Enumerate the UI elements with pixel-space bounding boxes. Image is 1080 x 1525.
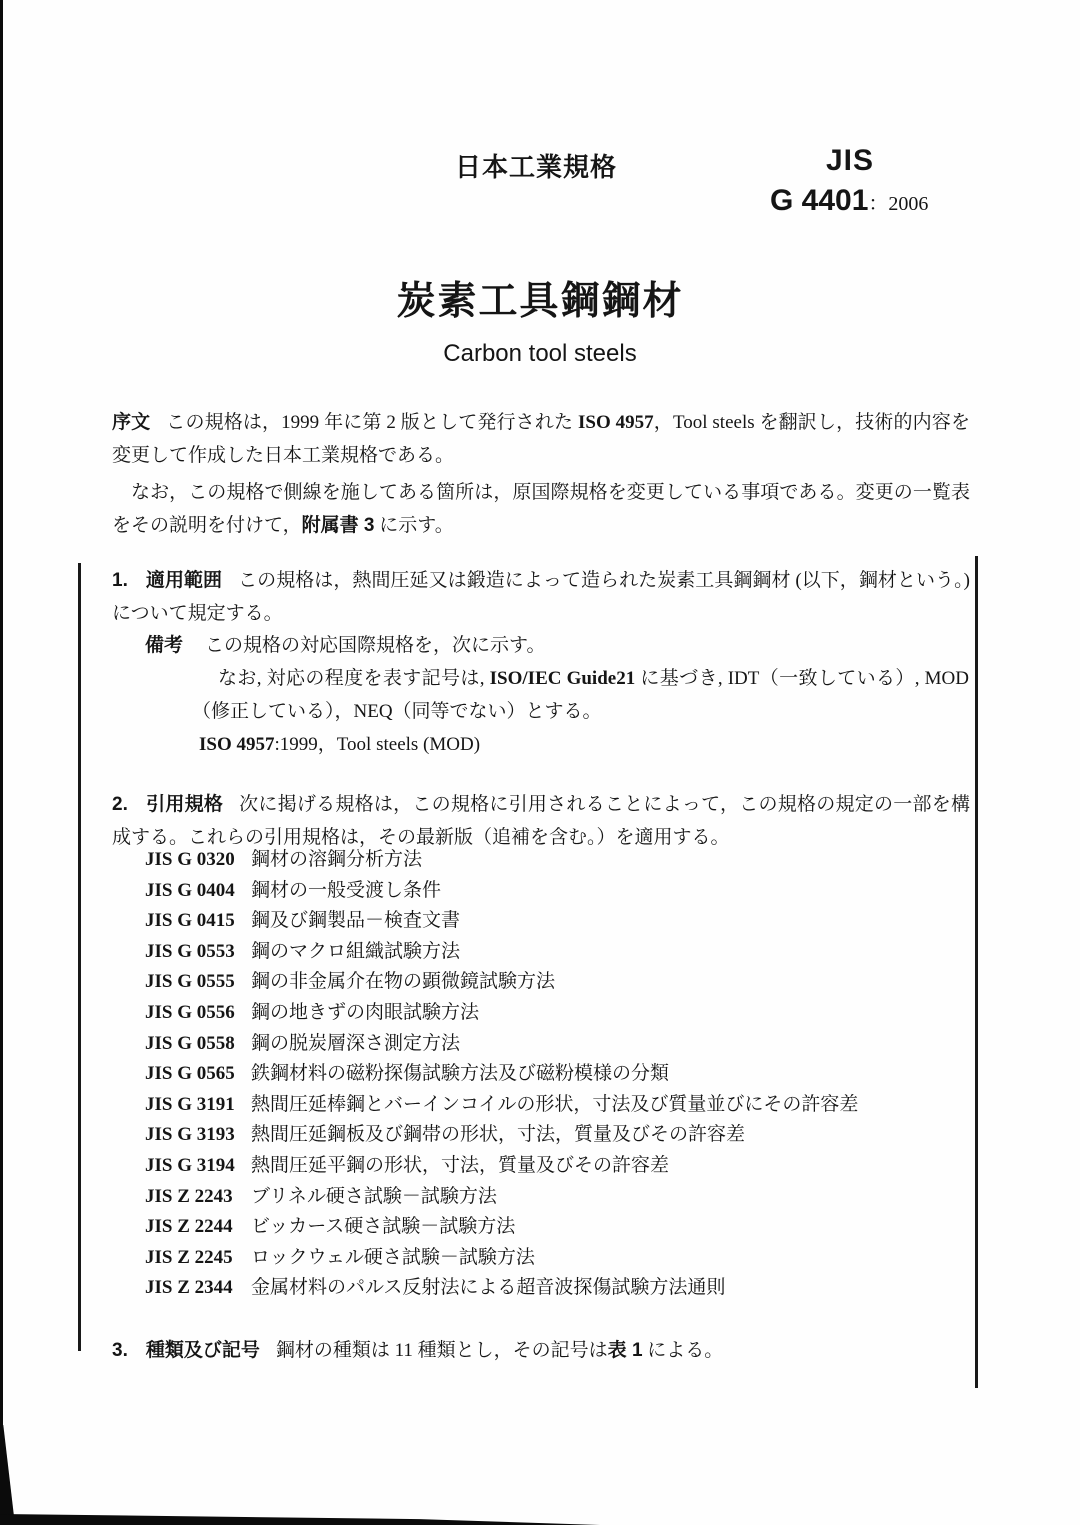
reference-item — [145, 1120, 969, 1151]
section-3-heading: 種類及び記号 — [145, 1340, 260, 1361]
reference-item — [145, 1212, 969, 1243]
preface-label: 序文 — [112, 412, 151, 433]
reference-title: 金属材料のパルス反射法による超音波探傷試験方法通則 — [251, 1277, 726, 1299]
reference-item — [145, 1090, 969, 1121]
standard-year: 2006 — [888, 193, 929, 215]
reference-code: JIS G 0556 — [145, 1001, 235, 1023]
jis-designation-block — [770, 144, 930, 218]
sideline-note-text-2: に示す。 — [374, 515, 454, 536]
remark-iso-reference — [199, 728, 969, 761]
reference-code: JIS G 0558 — [145, 1032, 235, 1054]
reference-title: ロックウェル硬さ試験－試験方法 — [251, 1246, 535, 1268]
sideline-note-paragraph — [112, 476, 970, 542]
remark-content — [192, 629, 969, 761]
reference-code: JIS G 3191 — [145, 1093, 235, 1115]
sideline-note-text-1: なお，この規格で側線を施してある箇所は，原国際規格を変更している事項である。変更の一覧表をその説明を付けて， — [112, 482, 970, 536]
remark-label: 備考 — [145, 635, 184, 656]
reference-title: 鋼の脱炭層深さ測定方法 — [251, 1032, 461, 1054]
reference-title: 熱間圧延棒鋼とバーインコイルの形状，寸法及び質量並びにその許容差 — [251, 1093, 859, 1115]
section-1-scope — [112, 564, 970, 630]
reference-code: JIS G 0320 — [145, 849, 235, 870]
reference-item — [145, 1273, 969, 1304]
reference-item — [145, 1182, 969, 1213]
reference-title: ビッカース硬さ試験－試験方法 — [251, 1216, 516, 1238]
reference-code: JIS Z 2344 — [145, 1277, 233, 1299]
reference-code: JIS G 0404 — [145, 879, 235, 901]
remark-line-1: この規格の対応国際規格を，次に示す。 — [205, 635, 546, 656]
reference-code: JIS G 0555 — [145, 971, 235, 993]
reference-item — [145, 845, 969, 876]
scan-edge-left — [0, 0, 3, 1525]
reference-code: JIS G 0415 — [145, 910, 235, 932]
reference-code: JIS G 0553 — [145, 940, 235, 962]
section-3-body-2: による。 — [642, 1340, 724, 1361]
reference-title: 熱間圧延平鋼の形状，寸法，質量及びその許容差 — [251, 1154, 670, 1176]
reference-item — [145, 998, 969, 1029]
remark-note-text-2: に基づき, IDT（一致している）, MOD（修正している），NEQ（同等でない）とする。 — [192, 668, 969, 722]
reference-code: JIS G 3194 — [145, 1154, 235, 1176]
reference-item — [145, 937, 969, 968]
reference-code: JIS G 3193 — [145, 1124, 235, 1146]
reference-code: JIS Z 2244 — [145, 1216, 233, 1238]
preface-paragraph — [112, 406, 970, 472]
section-2-body: 次に掲げる規格は，この規格に引用されることによって，この規格の規定の一部を構成する。これらの引用規格は，その最新版（追補を含む。）を適用する。 — [112, 794, 970, 848]
reference-title: ブリネル硬さ試験－試験方法 — [251, 1185, 497, 1207]
section-1-heading: 適用範囲 — [145, 570, 223, 591]
standards-body-name: 日本工業規格 — [455, 152, 618, 182]
standard-number-line — [770, 184, 930, 218]
jis-logo: JIS — [825, 144, 875, 177]
reference-item — [145, 876, 969, 907]
reference-title: 熱間圧延鋼板及び鋼帯の形状，寸法，質量及びその許容差 — [251, 1124, 746, 1146]
scan-edge-bottom — [0, 1512, 600, 1525]
preface-text-1: この規格は，1999 年に第 2 版として発行された — [166, 412, 579, 433]
standard-number: G 4401 — [770, 184, 869, 217]
reference-item — [145, 967, 969, 998]
reference-title: 鋼の非金属介在物の顕微鏡試験方法 — [251, 971, 556, 993]
reference-item — [145, 1151, 969, 1182]
section-3-body-1: 鋼材の種類は 11 種類とし，その記号は — [275, 1340, 608, 1361]
document-title-ja: 炭素工具鋼鋼材 — [396, 280, 684, 323]
reference-code: JIS Z 2243 — [145, 1185, 233, 1207]
preface-text-2: ，Tool steels を翻訳し，技術的内容を変更して作成した日本工業規格である。 — [112, 412, 970, 466]
section-3-number: 3. — [112, 1340, 128, 1361]
reference-title: 鉄鋼材料の磁粉探傷試験方法及び磁粉模様の分類 — [251, 1063, 670, 1085]
iso-4957-ref: ISO 4957 — [199, 734, 275, 755]
reference-item — [145, 1243, 969, 1274]
reference-item — [145, 906, 969, 937]
reference-list — [145, 845, 969, 1304]
scan-edge-left-bottom — [0, 1425, 15, 1525]
reference-title: 鋼の地きずの肉眼試験方法 — [251, 1001, 480, 1023]
remark-correspondence-note — [192, 662, 969, 728]
preface-section — [112, 406, 970, 542]
reference-title: 鋼材の溶鋼分析方法 — [251, 849, 423, 870]
iso-4957-ref-suffix: :1999，Tool steels (MOD) — [274, 734, 481, 755]
change-bar-right — [975, 556, 978, 1388]
reference-item — [145, 1059, 969, 1090]
section-1-number: 1. — [112, 570, 128, 591]
section-3-classes-and-symbols — [112, 1334, 970, 1367]
section-2-heading: 引用規格 — [145, 794, 224, 815]
section-1-body: この規格は，熱間圧延又は鍛造によって造られた炭素工具鋼鋼材 (以下，鋼材という。) について規定する。 — [112, 570, 970, 624]
reference-title: 鋼及び鋼製品－検査文書 — [251, 910, 461, 932]
reference-title: 鋼のマクロ組織試験方法 — [251, 940, 461, 962]
annex-3-reference: 附属書 3 — [301, 515, 375, 536]
reference-code: JIS Z 2245 — [145, 1246, 233, 1268]
table-1-reference: 表 1 — [607, 1340, 643, 1361]
standard-number-separator: ： — [868, 193, 889, 215]
remark-block — [145, 629, 969, 761]
reference-item — [145, 1029, 969, 1060]
preface-iso-ref: ISO 4957 — [578, 412, 654, 433]
remark-note-text-1: なお, 対応の程度を表す記号は, — [218, 668, 490, 689]
section-2-number: 2. — [112, 794, 128, 815]
reference-code: JIS G 0565 — [145, 1063, 235, 1085]
iso-iec-guide-ref: ISO/IEC Guide21 — [489, 668, 636, 689]
reference-title: 鋼材の一般受渡し条件 — [251, 879, 442, 901]
change-bar-left — [78, 563, 81, 1351]
document-title-en: Carbon tool steels — [443, 340, 637, 367]
